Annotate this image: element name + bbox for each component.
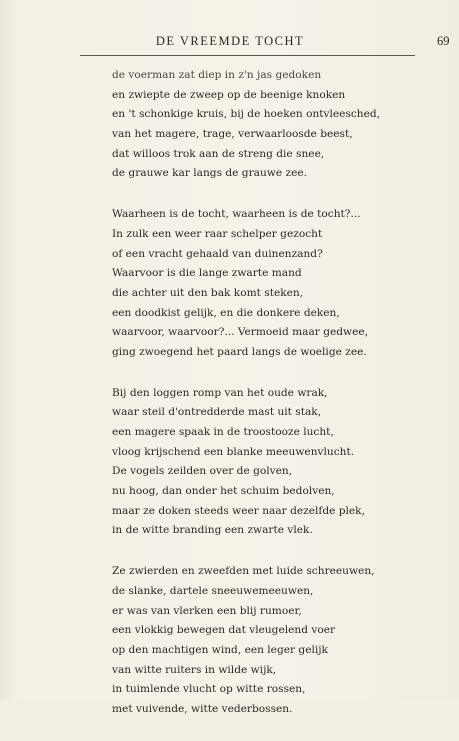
poem-line: de voerman zat diep in z'n jas gedoken (112, 69, 322, 81)
poem-line: in tuimlende vlucht op witte rossen, (112, 683, 306, 696)
poem-line: op den machtigen wind, een leger gelijk (112, 643, 328, 656)
poem-line: Waarvoor is die lange zwarte mand (112, 267, 302, 280)
poem-line: maar ze doken steeds weer naar dezelfde plek, (112, 504, 365, 517)
poem-line: waarvoor, waarvoor?... Vermoeid maar gedwee, (112, 326, 369, 339)
header-rule (80, 55, 415, 56)
poem-line: vloog krijschend een blanke meeuwenvlucht. (112, 445, 355, 458)
poem-line: nu hoog, dan onder het schuim bedolven, (112, 485, 335, 498)
poem-line: een magere spaak in de troostooze lucht, (112, 426, 334, 438)
poem-line: ging zwoegend het paard langs de woelige zee. (112, 345, 367, 358)
poem-line: In zulk een weer raar schelper gezocht (112, 227, 323, 240)
poem-line: die achter uit den bak komt steken, (112, 286, 304, 299)
poem-line: een doodkist gelijk, en die donkere deken, (112, 306, 340, 319)
poem-line: Bij den loggen romp van het oude wrak, (112, 386, 328, 399)
running-title: DE VREEMDE TOCHT (155, 34, 305, 48)
poem-line: er was van vlerken een blij rumoer, (112, 604, 302, 617)
page-number: 69 (437, 34, 450, 48)
poem-line: of een vracht gehaald van duinenzand? (112, 247, 323, 260)
poem-line: Ze zwierden en zweefden met luide schreeuwen, (112, 565, 375, 578)
poem-line: waar steil d'ontredderde mast uit stak, (112, 406, 322, 419)
poem-line: dat willoos trok aan de streng die snee, (112, 147, 325, 160)
poem-body (112, 66, 432, 741)
poem-line: van witte ruiters in wilde wijk, (112, 663, 277, 676)
stanza-4 (112, 562, 432, 720)
stanza-2 (112, 205, 432, 363)
stanza-3 (112, 384, 432, 542)
page-header (80, 34, 380, 54)
stanza-1 (112, 66, 432, 184)
poem-line: de grauwe kar langs de grauwe zee. (112, 167, 307, 180)
poem-line: een vlokkig bewegen dat vleugelend voer (112, 624, 336, 637)
poem-line: en 't schonkige kruis, bij de hoeken ontvleesched, (112, 108, 381, 121)
poem-line: in de witte branding een zwarte vlek. (112, 524, 313, 537)
poem-line: de slanke, dartele sneeuwemeeuwen, (112, 584, 314, 597)
poem-line: De vogels zeilden over de golven, (112, 465, 293, 478)
poem-line: van het magere, trage, verwaarloosde beest, (112, 128, 353, 141)
poem-line: met vuivende, witte vederbossen. (112, 702, 293, 715)
poem-line: Waarheen is de tocht, waarheen is de tocht?... (112, 208, 361, 221)
poem-line: en zwiepte de zweep op de beenige knoken (112, 88, 346, 101)
